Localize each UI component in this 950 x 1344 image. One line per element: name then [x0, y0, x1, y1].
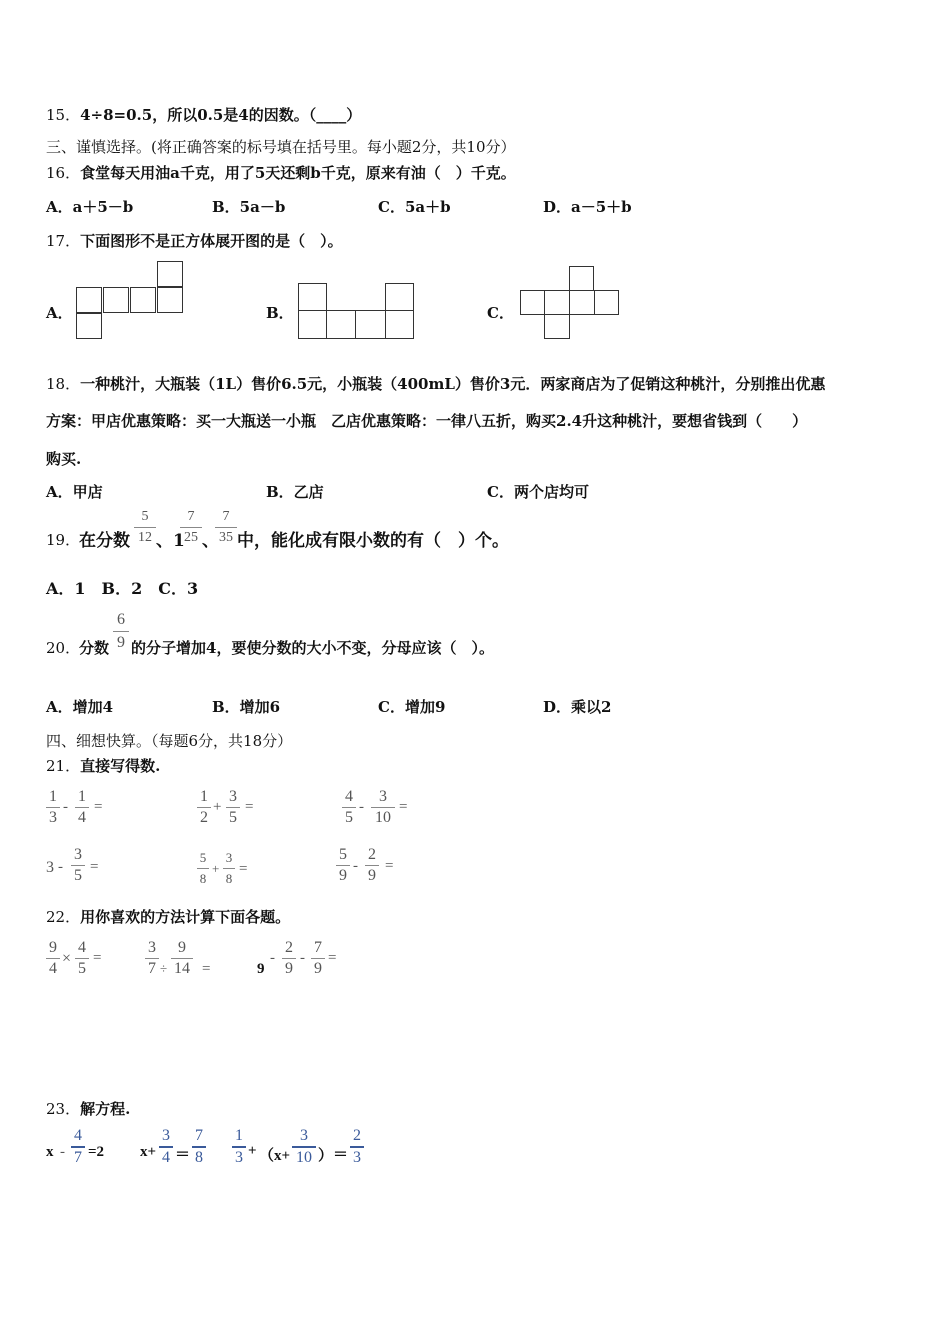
- q18-line-3: 购买.: [46, 450, 82, 468]
- fraction: 3 7: [145, 939, 159, 978]
- q16-option-d[interactable]: D．a－5＋b: [543, 198, 632, 216]
- q20-post: 的分子增加4，要使分数的大小不变，分母应该（ ）。: [131, 639, 494, 657]
- fraction: 9 14: [171, 939, 193, 978]
- q16-option-a[interactable]: A．a＋5－b: [46, 198, 134, 216]
- fraction: 9 4: [46, 939, 60, 978]
- q16: 16．食堂每天用油a千克，用了5天还剩b千克，原来有油（ ）千克。: [46, 164, 516, 182]
- fraction: 3 8: [223, 849, 235, 888]
- fraction: 4 7: [71, 1127, 85, 1167]
- q18-line-2: 方案：甲店优惠策略：买一大瓶送一小瓶 乙店优惠策略：一律八五折，购买2.4升这种桃汁，要想省钱到（ ）: [46, 412, 808, 430]
- fraction: 5 9: [336, 846, 350, 885]
- fraction: 3 10: [371, 788, 395, 827]
- q20-frac: 6 9: [113, 610, 129, 653]
- fraction: 3 10: [292, 1127, 316, 1167]
- answer-blank[interactable]: ____: [316, 106, 347, 124]
- q16-option-c[interactable]: C．5a＋b: [378, 198, 451, 216]
- section-4-heading: 四、细想快算。（每题6分，共18分）: [46, 732, 293, 750]
- q23: 23．解方程.: [46, 1100, 131, 1118]
- fraction: 7 8: [192, 1127, 206, 1167]
- fraction: 3 4: [159, 1127, 173, 1167]
- q18-line-1: 18．一种桃汁，大瓶装（1L）售价6.5元，小瓶装（400mL）售价3元．两家商店为了促销这种桃汁，分别推出优惠: [46, 375, 826, 393]
- q20-option-c[interactable]: C．增加9: [378, 698, 446, 716]
- q19-frac-2: 7 25: [180, 508, 202, 547]
- q19-frac-1: 5 12: [134, 508, 156, 547]
- q20-pre: 分数: [79, 639, 110, 657]
- section-3-heading: 三、谨慎选择。(将正确答案的标号填在括号里。每小题2分，共10分）: [46, 138, 516, 156]
- fraction: 3 5: [71, 846, 85, 885]
- fraction: 2 9: [282, 939, 296, 978]
- q20-option-a[interactable]: A．增加4: [46, 698, 114, 716]
- q19-post: 中，能化成有限小数的有（ ）个。: [237, 531, 509, 551]
- q21: 21．直接写得数.: [46, 757, 161, 775]
- q19-sep-2: 、: [202, 531, 219, 551]
- q18-option-b[interactable]: B．乙店: [266, 483, 324, 501]
- q19-num: 19．: [46, 531, 81, 549]
- q20-option-d[interactable]: D．乘以2: [543, 698, 612, 716]
- fraction: 1 3: [46, 788, 60, 827]
- q19-pre: 在分数: [79, 531, 130, 551]
- q19-sep-1: 、1: [156, 531, 185, 551]
- fraction: 7 9: [311, 939, 325, 978]
- q17-option-a[interactable]: A．: [46, 304, 73, 322]
- q17-option-b[interactable]: B．: [266, 304, 294, 322]
- q19-options[interactable]: A．1 B．2 C．3: [46, 579, 199, 598]
- fraction: 1 3: [232, 1127, 246, 1167]
- fraction: 4 5: [75, 939, 89, 978]
- fraction: 4 5: [342, 788, 356, 827]
- q15: 15．4÷8=0.5，所以0.5是4的因数。（____）: [46, 106, 362, 124]
- q17-option-c[interactable]: C．: [487, 304, 514, 322]
- q18-option-c[interactable]: C．两个店均可: [487, 483, 589, 501]
- q20-num: 20．: [46, 639, 81, 657]
- q17: 17．下面图形不是正方体展开图的是（ ）。: [46, 232, 343, 250]
- fraction: 3 5: [226, 788, 240, 827]
- q18-option-a[interactable]: A．甲店: [46, 483, 103, 501]
- q16-option-b[interactable]: B．5a－b: [212, 198, 286, 216]
- fraction: 1 2: [197, 788, 211, 827]
- q19-frac-3: 7 35: [215, 508, 237, 547]
- q20-option-b[interactable]: B．增加6: [212, 698, 281, 716]
- fraction: 5 8: [197, 849, 209, 888]
- q22: 22．用你喜欢的方法计算下面各题。: [46, 908, 291, 926]
- fraction: 2 9: [365, 846, 379, 885]
- fraction: 1 4: [75, 788, 89, 827]
- fraction: 2 3: [350, 1127, 364, 1167]
